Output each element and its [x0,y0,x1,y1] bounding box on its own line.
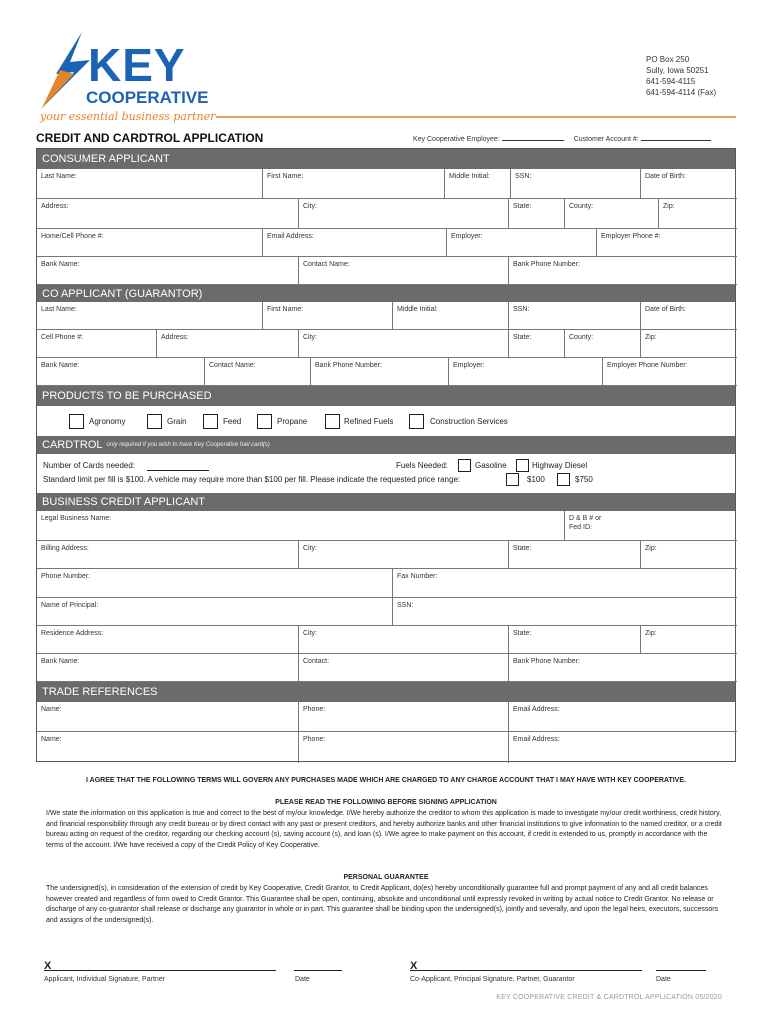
gasoline-label: Gasoline [475,461,507,470]
co-employer-phone-field[interactable] [603,358,737,386]
fuels-needed-label: Fuels Needed: [396,461,449,470]
business-res-state-field[interactable] [509,626,641,654]
field-label: Address: [161,334,189,341]
field-label: Employer Phone #: [601,233,661,240]
co-contact-name-field[interactable] [205,358,311,386]
consumer-bank-name-field[interactable] [37,257,299,285]
co-applicant-date-label: Date [656,976,671,983]
consumer-zip-field[interactable] [659,199,737,229]
consumer-city-field[interactable] [299,199,509,229]
section-header-trade [37,682,735,702]
section-header-cardtrol [37,436,735,454]
field-label: Email Address: [267,233,314,240]
field-label: Zip: [645,630,657,637]
fax-line: 641-594-4114 (Fax) [646,88,717,97]
checkbox-price-750[interactable] [557,473,570,486]
product-label: Construction Services [430,417,508,426]
logo-key-text: KEY [88,39,186,91]
field-label: Contact Name: [303,261,350,268]
section-header-co-applicant [37,285,735,302]
field-label: SSN: [397,602,414,609]
section-title: PRODUCTS TO BE PURCHASED [42,390,212,402]
co-applicant-date-line[interactable] [656,970,706,971]
field-label: Zip: [645,334,657,341]
business-state-field[interactable] [509,541,641,569]
field-label: Bank Name: [41,658,80,665]
applicant-date-line[interactable] [294,970,342,971]
field-label: Name of Principal: [41,602,99,609]
business-zip-field[interactable] [641,541,737,569]
consumer-address-field[interactable] [37,199,299,229]
section-title: CONSUMER APPLICANT [42,153,170,165]
checkbox-agronomy[interactable] [69,414,84,429]
field-label: Contact: [303,658,330,665]
field-label: County: [569,334,594,341]
co-middle-initial-field[interactable] [393,302,509,330]
employee-field[interactable] [502,140,564,141]
consumer-phone-field[interactable] [37,229,263,257]
co-employer-field[interactable] [449,358,603,386]
employee-label: Key Cooperative Employee: [413,136,500,143]
field-label: Legal Business Name: [41,515,112,522]
field-label: SSN: [515,173,532,180]
co-dob-field[interactable] [641,302,737,330]
product-label: Agronomy [89,417,126,426]
checkbox-highway-diesel[interactable] [516,459,529,472]
account-field[interactable] [641,140,711,141]
section-title: CARDTROL [42,439,103,451]
field-label: First Name: [267,173,304,180]
consumer-dob-field[interactable] [641,169,737,199]
product-label: Grain [167,417,187,426]
consumer-county-field[interactable] [565,199,659,229]
co-address-field[interactable] [157,330,299,358]
guarantee-text: The undersigned(s), in consideration of the extension of credit by Key Cooperative, Credit Grantor, to Credit Applicant, do(es) hereby unconditionally guarantee full and prompt payment of any and all credit balances however created and regardless of form owed to Credit Grantor. This Guarantee shall be open, continuing, absolute and unconditional until expressly revoked in writing by actual notice to Credit Grantor. No release or discharge of any co-guarantor shall release or discharge any guarantor in whole or in part. This guarantee shall be binding upon the undersigned(s), jointly and severally, and upon the legal heirs, executors, successors and assigns of the undersigned(s). [46,885,719,924]
co-zip-field[interactable] [641,330,737,358]
trade-2-name-field[interactable] [37,732,299,763]
section-header-consumer [37,149,735,169]
business-res-zip-field[interactable] [641,626,737,654]
product-label: Feed [223,417,242,426]
field-label: City: [303,630,317,637]
field-label: Last Name: [41,306,77,313]
address-line: Sully, Iowa 50251 [646,66,709,75]
field-label: Address: [41,203,69,210]
co-last-name-field[interactable] [37,302,263,330]
field-label: Bank Phone Number: [315,362,382,369]
business-phone-field[interactable] [37,569,393,598]
field-label: County: [569,203,594,210]
co-applicant-signature-label: Co-Applicant, Principal Signature, Partner, Guarantor [410,976,575,983]
business-contact-field[interactable] [299,654,509,682]
section-title: BUSINESS CREDIT APPLICANT [42,496,206,508]
applicant-signature-label: Applicant, Individual Signature, Partner [44,976,166,983]
field-label: Bank Name: [41,362,80,369]
field-label: Middle Initial: [397,306,438,313]
checkbox-gasoline[interactable] [458,459,471,472]
field-label: Billing Address: [41,545,89,552]
checkbox-propane[interactable] [257,414,272,429]
section-header-products [37,386,735,406]
field-label: Name: [41,706,62,713]
trade-1-email-field[interactable] [509,702,737,732]
field-label: State: [513,203,532,210]
field-label: First Name: [267,306,304,313]
business-legal-name-field[interactable] [37,511,565,541]
business-city-field[interactable] [299,541,509,569]
applicant-date-label: Date [295,976,310,983]
field-label: Bank Phone Number: [513,658,580,665]
field-label: Fax Number: [397,573,438,580]
section-header-business [37,493,735,511]
field-label: D & B # or Fed ID: [569,515,602,531]
product-label: Refined Fuels [344,417,394,426]
business-fax-field[interactable] [393,569,737,598]
address-line: PO Box 250 [646,55,690,64]
field-label: Home/Cell Phone #: [41,233,104,240]
business-residence-field[interactable] [37,626,299,654]
consumer-bank-phone-field[interactable] [509,257,737,285]
field-label: State: [513,630,532,637]
consumer-ssn-field[interactable] [511,169,641,199]
co-city-field[interactable] [299,330,509,358]
business-bank-phone-field[interactable] [509,654,737,682]
price-100-label: $100 [527,475,545,484]
product-label: Propane [277,417,308,426]
field-label: Email Address: [513,706,560,713]
field-label: Email Address: [513,736,560,743]
consumer-middle-initial-field[interactable] [445,169,511,199]
signature-x-mark: X [410,960,418,972]
trade-2-email-field[interactable] [509,732,737,763]
trade-2-phone-field[interactable] [299,732,509,763]
signature-x-mark: X [44,960,52,972]
field-label: Employer: [453,362,485,369]
header-divider [216,116,736,118]
field-label: Middle Initial: [449,173,490,180]
field-label: City: [303,545,317,552]
cards-needed-label: Number of Cards needed: [43,461,136,470]
field-label: City: [303,203,317,210]
trade-1-phone-field[interactable] [299,702,509,732]
field-label: Employer: [451,233,483,240]
consumer-contact-name-field[interactable] [299,257,509,285]
cards-needed-field[interactable] [147,461,209,471]
highway-diesel-label: Highway Diesel [532,461,588,470]
co-bank-name-field[interactable] [37,358,205,386]
phone-line: 641-594-4115 [646,77,696,86]
checkbox-construction-services[interactable] [409,414,424,429]
checkbox-feed[interactable] [203,414,218,429]
read-before-signing-heading: PLEASE READ THE FOLLOWING BEFORE SIGNING APPLICATION [275,799,497,806]
field-label: Contact Name: [209,362,256,369]
field-label: Phone Number: [41,573,91,580]
employee-account-line [413,136,711,143]
form-footer: KEY COOPERATIVE CREDIT & CARDTROL APPLICATION 05/2020 [496,994,722,1001]
business-ssn-field[interactable] [393,598,737,626]
cardtrol-note: only required if you wish to have Key Cooperative fuel card(s) [106,442,270,448]
co-first-name-field[interactable] [263,302,393,330]
consumer-employer-phone-field[interactable] [597,229,737,257]
section-title: CO APPLICANT (GUARANTOR) [42,287,203,300]
field-label: Bank Name: [41,261,80,268]
price-750-label: $750 [575,475,593,484]
field-label: Zip: [663,203,675,210]
co-state-field[interactable] [509,330,565,358]
business-res-city-field[interactable] [299,626,509,654]
field-label: State: [513,334,532,341]
field-label: Name: [41,736,62,743]
checkbox-grain[interactable] [147,414,162,429]
field-label: Residence Address: [41,630,104,637]
co-cell-phone-field[interactable] [37,330,157,358]
co-county-field[interactable] [565,330,641,358]
field-label: Last Name: [41,173,77,180]
logo-cooperative-text: COOPERATIVE [86,88,209,107]
consumer-first-name-field[interactable] [263,169,445,199]
field-label: Date of Birth: [645,306,686,313]
field-label: Zip: [645,545,657,552]
application-form [36,148,736,762]
business-principal-field[interactable] [37,598,393,626]
consumer-last-name-field[interactable] [37,169,263,199]
applicant-signature-line[interactable] [44,970,276,971]
form-title: CREDIT AND CARDTROL APPLICATION [36,131,264,145]
co-ssn-field[interactable] [509,302,641,330]
consumer-email-field[interactable] [263,229,447,257]
company-address [646,54,716,98]
co-applicant-signature-line[interactable] [410,970,642,971]
checkbox-price-100[interactable] [506,473,519,486]
agreement-statement: I AGREE THAT THE FOLLOWING TERMS WILL GOVERN ANY PURCHASES MADE WHICH ARE CHARGED TO ANY CHARGE ACCOUNT THAT I MAY HAVE WITH KEY COOPERATIVE. [86,777,686,784]
field-label: Phone: [303,736,326,743]
field-label: Employer Phone Number: [607,362,688,369]
limit-text: Standard limit per fill is $100. A vehicle may require more than $100 per fill. Please indicate the requested price range: [43,475,461,484]
checkbox-refined-fuels[interactable] [325,414,340,429]
personal-guarantee-heading: PERSONAL GUARANTEE [343,874,429,881]
field-label: SSN: [513,306,530,313]
logo-tagline: your essential business partner [40,110,216,123]
company-logo [36,30,236,125]
business-bank-name-field[interactable] [37,654,299,682]
business-duns-field[interactable] [565,511,737,541]
field-label: State: [513,545,532,552]
field-label: Cell Phone #: [41,334,84,341]
section-title: TRADE REFERENCES [42,686,158,698]
consumer-state-field[interactable] [509,199,565,229]
trade-1-name-field[interactable] [37,702,299,732]
field-label: Bank Phone Number: [513,261,580,268]
field-label: Phone: [303,706,326,713]
consumer-employer-field[interactable] [447,229,597,257]
account-label: Customer Account #: [573,136,639,143]
authorization-text: I/We state the information on this application is true and correct to the best of my/our knowledge. I/We hereby authorize the creditor to whom this application is made to investigate my/our credit worthiness, credit history, and financial responsibility through any credit bureau or by direct contact with any past or present creditors, and hereby authorize banks and other financial institutions to give information to the named creditor, or a credit bureau acting on request of the creditor, regarding our checking account (s), saving account (s), and loan (s). I/We agree to make payment on this account, if credit is extended to us, promptly in accordance with the terms of the account. I/We have received a copy of the Credit Policy of Key Cooperative. [46,810,722,849]
field-label: City: [303,334,317,341]
co-bank-phone-field[interactable] [311,358,449,386]
field-label: Date of Birth: [645,173,686,180]
business-billing-address-field[interactable] [37,541,299,569]
